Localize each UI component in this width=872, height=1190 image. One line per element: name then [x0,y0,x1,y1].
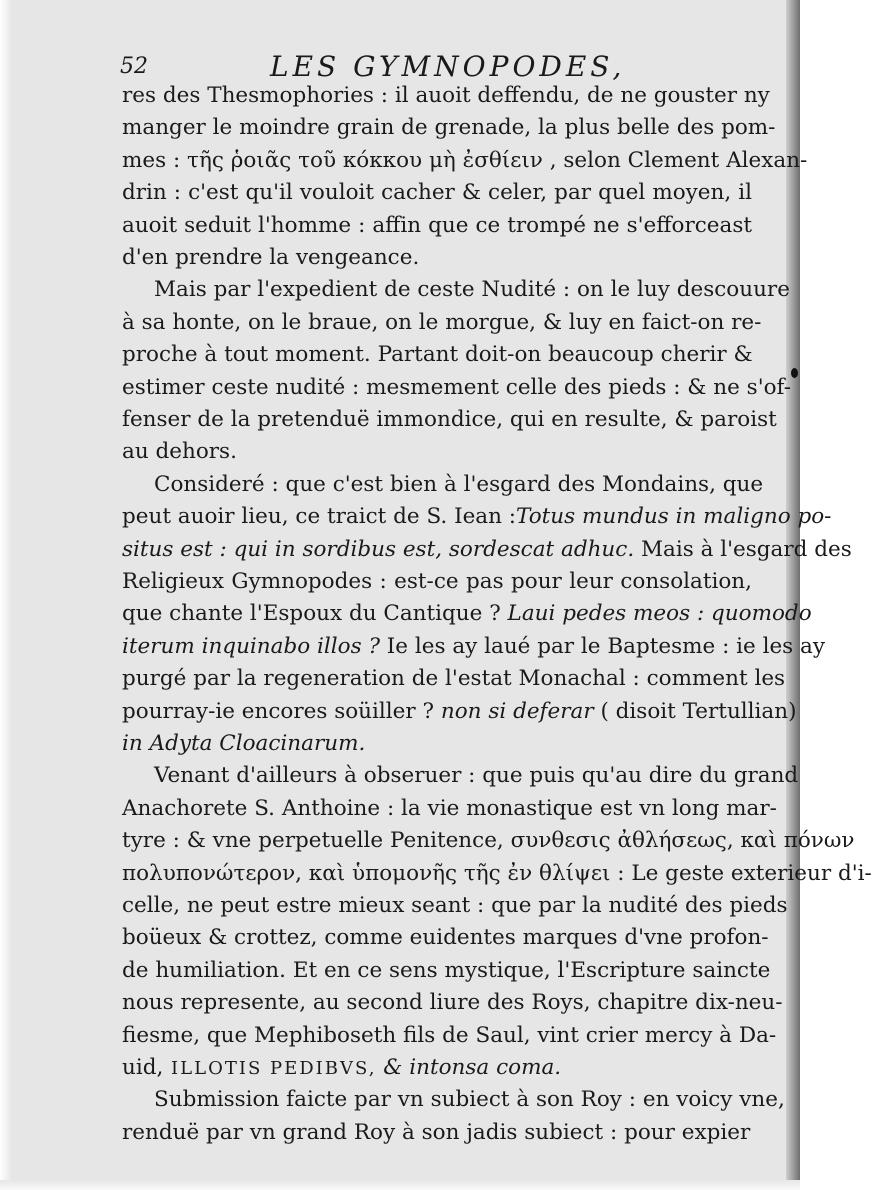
text-span: fiesme, que Mephiboseth fils de Saul, vint crier mercy à Da- [122,1022,777,1048]
text-line [122,501,832,533]
text-span: pourray-ie encores soüiller ? [122,698,435,724]
text-span: renduë par vn grand Roy à son jadis subiect : pour expier [122,1119,751,1145]
text-span: Anachorete S. Anthoine : la vie monastique est vn long mar- [122,795,777,821]
text-line [122,1052,752,1084]
text-line [122,566,752,598]
text-line [122,890,788,922]
text-span: res des Thesmophories : il auoit deffendu, de ne gouster ny [122,83,770,108]
text-line [122,177,752,209]
text-span: estimer ceste nudité : mesmement celle des pieds : & ne s'of- [122,374,792,400]
text-line [122,793,777,825]
text-line [122,825,855,857]
text-span: Religieux Gymnopodes : est-ce pas pour leur consolation, [122,569,752,594]
running-title: LES GYMNOPODES, [270,50,626,83]
text-line [122,112,776,144]
text-line [122,987,783,1019]
text-span: purgé par la regeneration de l'estat Monachal : comment les [122,666,786,692]
text-span: proche à tout moment. Partant doit-on beaucoup cherir & [122,342,753,368]
text-span: que chante l'Espoux du Cantique ? [122,601,501,627]
text-span: celle, ne peut estre mieux seant : que par la nudité des pieds [122,893,788,918]
text-line [122,469,764,501]
text-line [122,760,799,792]
text-span: au dehors. [122,439,237,465]
text-span: Totus mundus in maligno po- [516,504,832,530]
text-span: in Adyta Cloacinarum. [122,731,366,756]
text-span: ( disoit Tertullian) [593,698,797,724]
text-span: fenser de la pretenduë immondice, qui en resulte, & paroist [122,407,777,432]
text-line [122,663,786,695]
text-span: de humiliation. Et en ce sens mystique, l'Escripture saincte [122,957,771,983]
text-line [122,922,769,954]
text-span: Mais à l'esgard des [634,536,852,562]
text-line [122,1020,777,1052]
text-span: drin : c'est qu'il vouloit cacher & celer, par quel moyen, il [122,180,752,206]
scan-right-edge-shadow [786,0,800,1190]
text-span: ILLOTIS PEDIBVS, [163,1058,377,1079]
text-span: πολυπονώτερον, καὶ ὑπομονῆς τῆς ἐν θλίψει : Le geste exterieur d'i- [122,860,872,886]
text-span: Mais par l'expedient de ceste Nudité : on le luy descouure [154,277,790,303]
text-span: iterum inquinabo illos ? [122,633,380,659]
text-line [122,696,797,728]
text-line [122,145,808,177]
text-span: à sa honte, on le braue, on le morgue, & luy en faict-on re- [122,309,762,335]
text-span: mes : τῆς ῥοιᾶς τοῦ κόκκου μὴ ἐσθίειν , selon Clement Alexan- [122,147,808,173]
text-span: Submission faicte par vn subiect à son Roy : en voicy vne, [154,1087,785,1113]
text-line [122,274,790,306]
text-line [122,242,752,274]
page-number: 52 [120,54,148,79]
text-line [122,598,812,630]
text-line [122,372,792,404]
text-span: uid, [122,1055,164,1080]
text-span: Laui pedes meos : quomodo [500,601,812,627]
text-line [122,858,872,890]
text-span: manger le moindre grain de grenade, la plus belle des pom- [122,115,776,141]
text-line [122,404,777,436]
text-line [122,436,752,468]
text-line [122,955,771,987]
text-line [122,534,852,566]
text-line [122,307,762,339]
scan-left-margin [0,0,12,1190]
text-span: situs est : qui in sordibus est, sordescat adhuc. [122,536,635,562]
text-line [122,728,752,760]
text-span: boüeux & crottez, comme euidentes marques d'vne profon- [122,925,769,951]
text-line [122,631,826,663]
text-span: d'en prendre la vengeance. [122,245,420,270]
text-span: & intonsa coma. [376,1055,562,1080]
text-line [122,80,770,112]
text-span: Ie les ay laué par le Baptesme : ie les ay [379,633,826,659]
text-span: auoit seduit l'homme : affin que ce trompé ne s'efforceast [122,212,752,238]
text-span: tyre : & vne perpetuelle Penitence, συνθεσις ἀθλήσεως, καὶ πόνων [122,828,855,854]
ink-spot [791,368,798,378]
scan-bottom-margin [0,1180,800,1190]
text-line [122,1084,785,1116]
text-line [122,1117,752,1149]
text-span: Consideré : que c'est bien à l'esgard des Mondains, que [154,471,764,497]
text-line [122,210,752,242]
text-line [122,339,752,371]
text-span: Venant d'ailleurs à obseruer : que puis qu'au dire du grand [154,763,799,789]
text-span: non si deferar [434,698,594,724]
text-span: nous represente, au second liure des Roys, chapitre dix-neu- [122,990,783,1016]
text-span: peut auoir lieu, ce traict de S. Iean : [122,504,517,530]
